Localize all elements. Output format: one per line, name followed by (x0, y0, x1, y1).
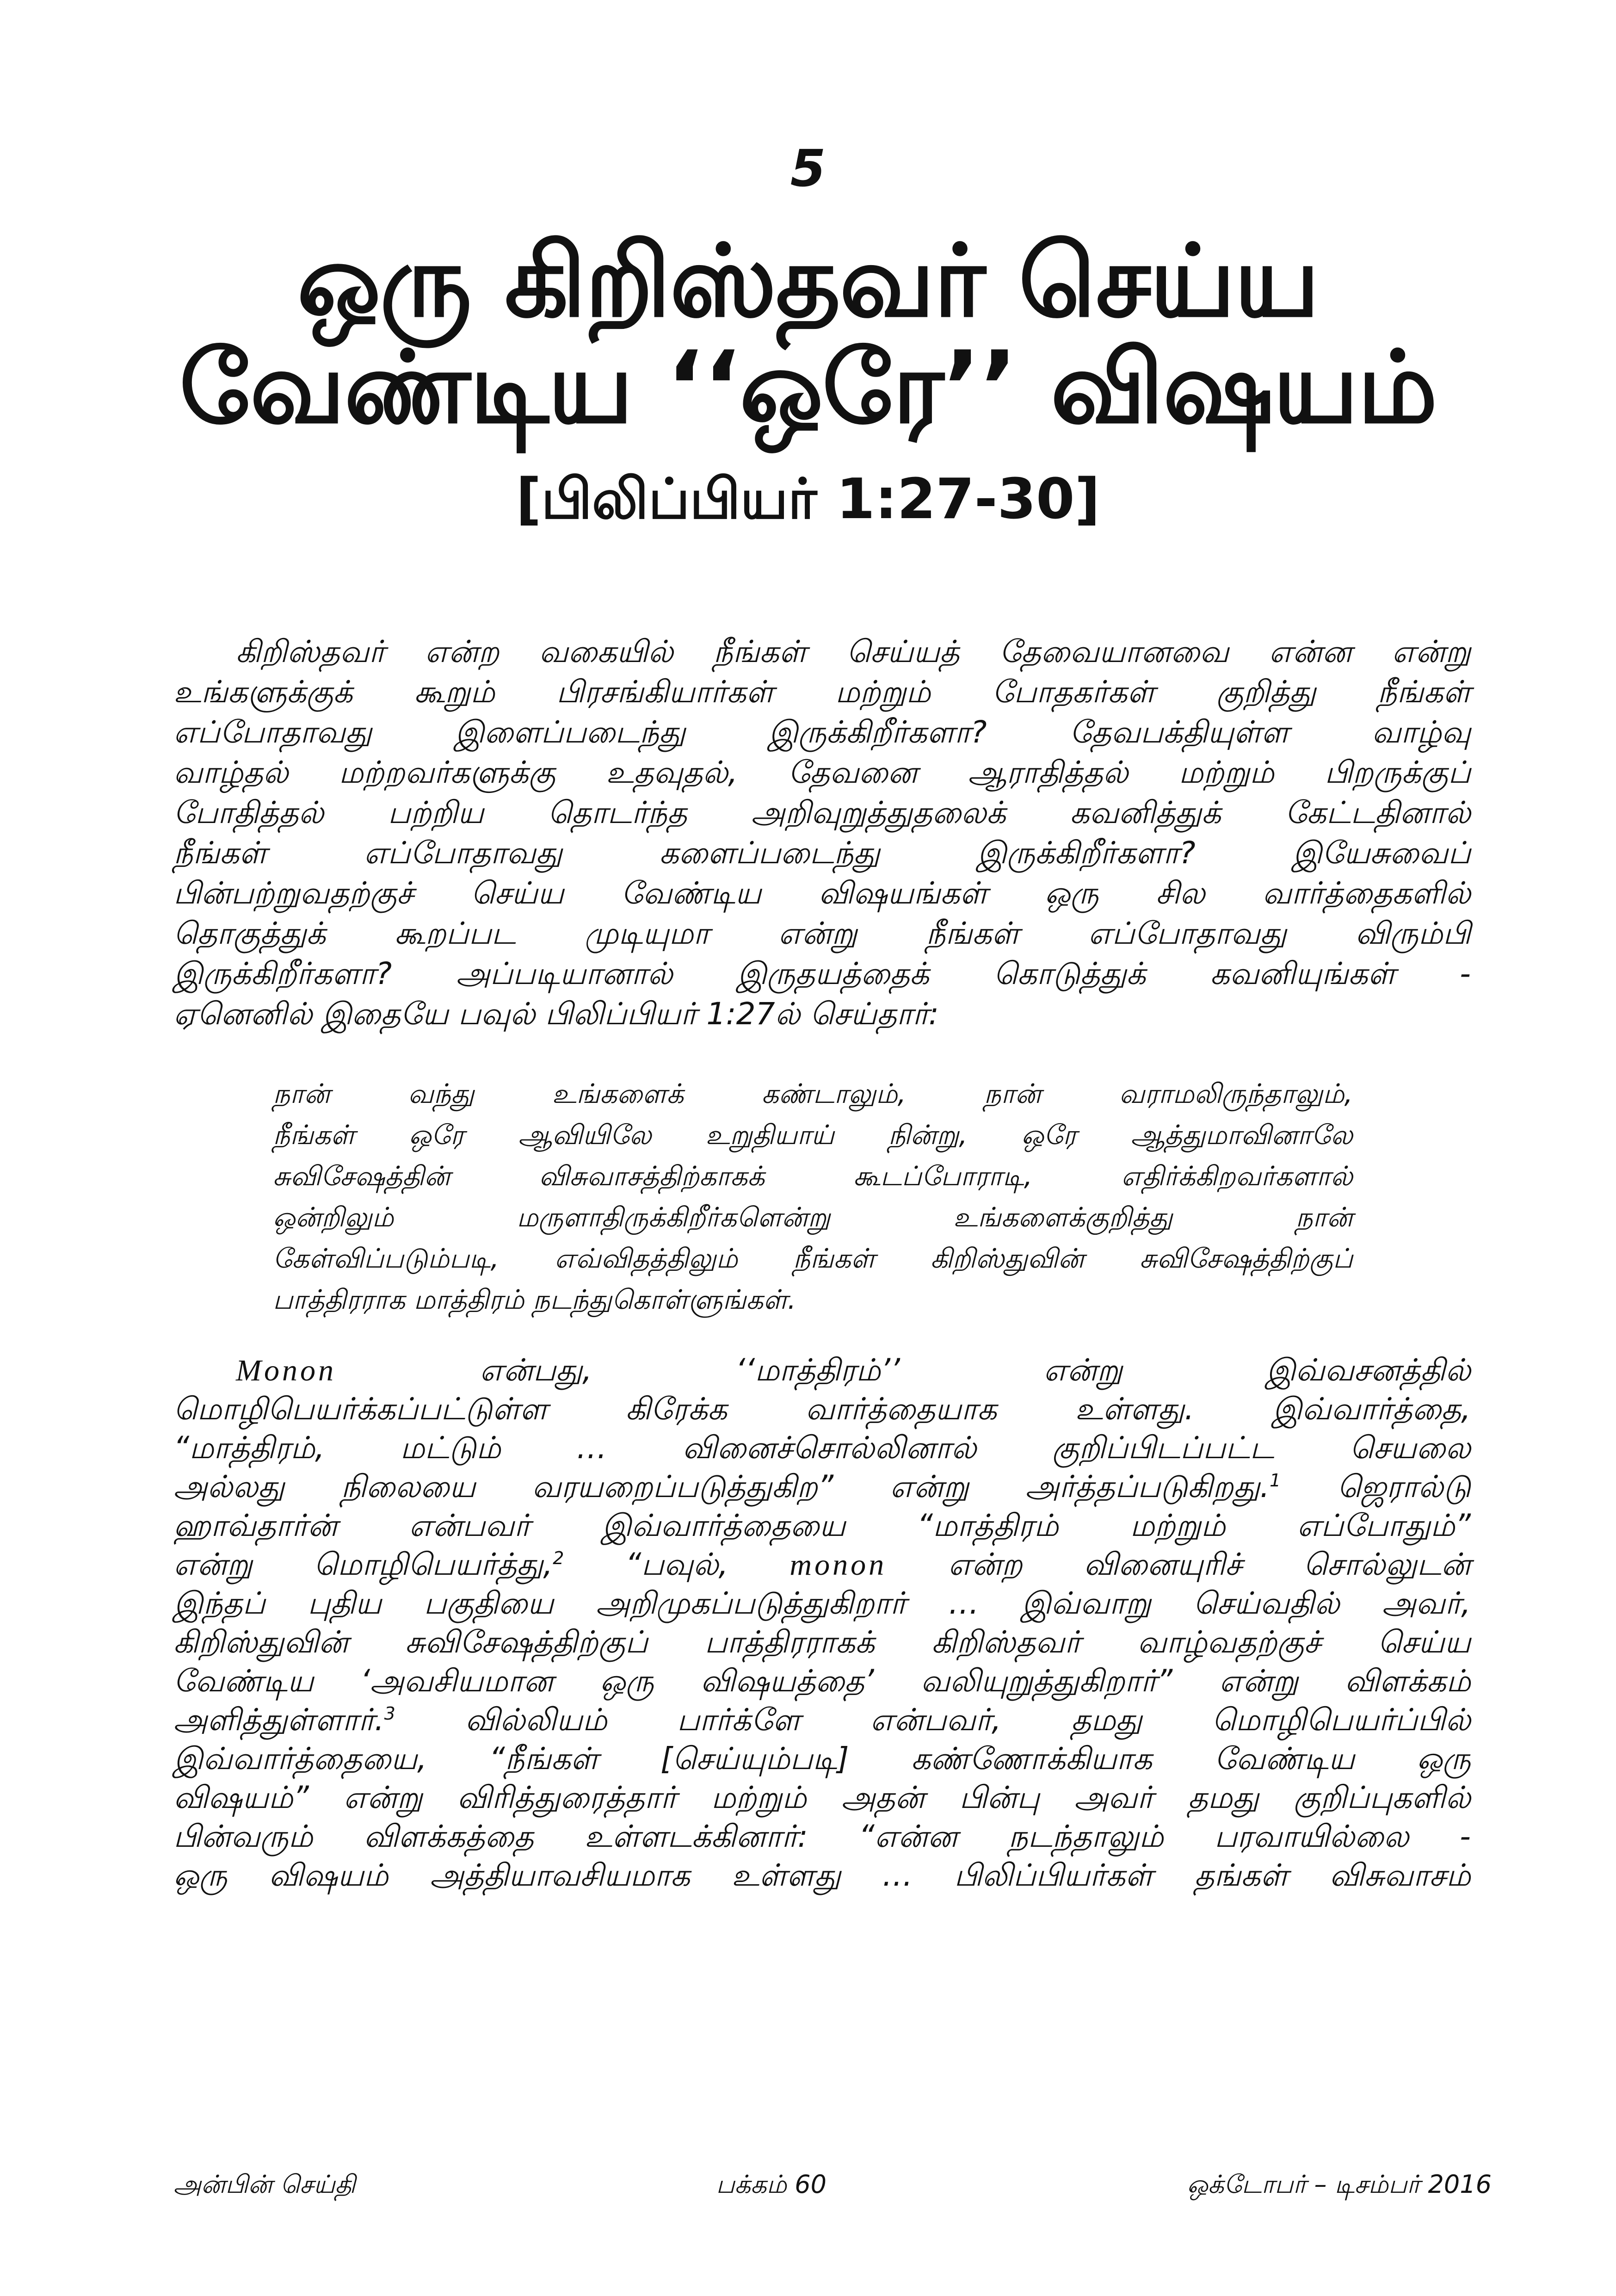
page-footer (173, 2170, 1492, 2203)
text-line (173, 752, 1471, 792)
chapter-title-line-1: ஒரு கிறிஸ்தவர் செய்ய (297, 223, 1319, 339)
text-line (173, 1662, 1471, 1701)
chapter-title-line-2: வேண்டிய ‘‘ஒரே’’ விஷயம் (179, 329, 1437, 446)
text-line (173, 1545, 1471, 1584)
text-segment: இந்தப் புதிய பகுதியை அறிமுகப்படுத்துகிறார் … இவ்வாறு செய்வதில் அவர், (173, 1585, 1471, 1621)
text-segment: தொகுத்துக் கூறப்பட முடியுமா என்று நீங்கள் எப்போதாவது விரும்பி (173, 916, 1471, 951)
footnote-marker: 2 (553, 1548, 564, 1568)
text-line (273, 1114, 1353, 1156)
text-segment: ஹாவ்தார்ன் என்பவர் இவ்வார்த்தையை “மாத்திரம் மற்றும் எப்போதும்” (173, 1508, 1471, 1543)
text-line (173, 1351, 1471, 1390)
text-segment: பின்பற்றுவதற்குச் செய்ய வேண்டிய விஷயங்கள் ஒரு சில வார்த்தைகளில் (173, 875, 1471, 911)
text-segment: மொழிபெயர்க்கப்பட்டுள்ள கிரேக்க வார்த்தையாக உள்ளது. இவ்வார்த்தை, (173, 1391, 1471, 1427)
text-line (173, 1778, 1471, 1817)
text-line (173, 1856, 1471, 1895)
text-segment: இவ்வார்த்தையை, “நீங்கள் [செய்யும்படி] கண்ணோக்கியாக வேண்டிய ஒரு (173, 1741, 1471, 1776)
footer-publication: அன்பின் செய்தி (173, 2170, 356, 2199)
text-segment: என்ற வினையுரிச் சொல்லுடன் (887, 1547, 1471, 1582)
text-segment: நீங்கள் எப்போதாவது களைப்படைந்து இருக்கிறீர்களா? இயேசுவைப் (173, 835, 1471, 871)
text-line (173, 953, 1471, 994)
block-quote (273, 1073, 1353, 1320)
text-line (173, 1739, 1471, 1778)
text-line (273, 1279, 1353, 1320)
text-segment: “மாத்திரம், மட்டும் … வினைச்சொல்லினால் குறிப்பிடப்பட்ட செயலை (173, 1430, 1471, 1466)
text-line (273, 1238, 1353, 1279)
text-segment: அல்லது நிலையை வரயறைப்படுத்துகிற” என்று அர்த்தப்படுகிறது. (173, 1469, 1270, 1504)
text-segment: விஷயம்” என்று விரித்துரைத்தார் மற்றும் அதன் பின்பு அவர் தமது குறிப்புகளில் (173, 1780, 1471, 1815)
text-line (173, 873, 1471, 913)
text-segment: ஜெரால்டு (1281, 1469, 1471, 1504)
text-segment: நான் வந்து உங்களைக் கண்டாலும், நான் வராமலிருந்தாலும், (273, 1078, 1353, 1109)
text-line (173, 913, 1471, 953)
text-line (173, 1506, 1471, 1545)
text-segment: போதித்தல் பற்றிய தொடர்ந்த அறிவுறுத்துதலைக் கவனித்துக் கேட்டதினால் (173, 795, 1471, 830)
text-segment: ஏனெனில் இதையே பவுல் பிலிப்பியர் 1:27ல் செய்தார்: (173, 996, 939, 1032)
text-line (173, 1623, 1471, 1662)
text-line (173, 631, 1471, 672)
text-segment: எப்போதாவது இளைப்படைந்து இருக்கிறீர்களா? தேவபக்தியுள்ள வாழ்வு (173, 714, 1471, 750)
text-line (173, 994, 1471, 1034)
text-line (173, 1467, 1471, 1506)
text-line (173, 1701, 1471, 1739)
text-line (173, 672, 1471, 712)
text-segment: இருக்கிறீர்களா? அப்படியானால் இருதயத்தைக் கொடுத்துக் கவனியுங்கள் - (173, 956, 1471, 991)
text-segment: கேள்விப்படும்படி, எவ்விதத்திலும் நீங்கள் கிறிஸ்துவின் சுவிசேஷத்திற்குப் (273, 1243, 1353, 1274)
text-segment: ஒன்றிலும் மருளாதிருக்கிறீர்களென்று உங்களைக்குறித்து நான் (273, 1201, 1353, 1233)
text-segment: என்பது, ‘‘மாத்திரம்’’ என்று இவ்வசனத்தில் (336, 1352, 1471, 1388)
text-segment: வேண்டிய ‘அவசியமான ஒரு விஷயத்தை’ வலியுறுத்துகிறார்” என்று விளக்கம் (173, 1663, 1471, 1699)
text-segment: கிறிஸ்தவர் என்ற வகையில் நீங்கள் செய்யத் தேவையானவை என்ன என்று (236, 634, 1471, 669)
paragraph-2 (173, 1351, 1471, 1895)
text-line (173, 1817, 1471, 1856)
text-segment: “பவுல், (564, 1547, 790, 1582)
text-segment: வில்லியம் பார்க்ளே என்பவர், தமது மொழிபெயர்ப்பில் (395, 1702, 1471, 1738)
text-line (173, 1584, 1471, 1623)
footer-page-number: பக்கம் 60 (716, 2170, 827, 2199)
footnote-marker: 3 (384, 1703, 395, 1724)
text-line (173, 1390, 1471, 1429)
text-line (173, 833, 1471, 873)
text-line (273, 1197, 1353, 1238)
text-line (273, 1156, 1353, 1197)
paragraph-1 (173, 631, 1471, 1034)
text-segment: அளித்துள்ளார். (173, 1702, 384, 1738)
text-segment: monon (789, 1548, 887, 1582)
text-segment: Monon (236, 1354, 336, 1387)
text-segment: சுவிசேஷத்தின் விசுவாசத்திற்காகக் கூடப்போராடி, எதிர்க்கிறவர்களால் (273, 1160, 1353, 1192)
scripture-reference: [பிலிப்பியர் 1:27-30] (516, 467, 1100, 532)
chapter-number: 5 (790, 139, 826, 198)
text-segment: பின்வரும் விளக்கத்தை உள்ளடக்கினார்: “என்ன நடந்தாலும் பரவாயில்லை - (173, 1819, 1471, 1854)
text-segment: நீங்கள் ஒரே ஆவியிலே உறுதியாய் நின்று, ஒரே ஆத்துமாவினாலே (273, 1119, 1353, 1151)
text-line (173, 1429, 1471, 1467)
text-segment: கிறிஸ்துவின் சுவிசேஷத்திற்குப் பாத்திரராகக் கிறிஸ்தவர் வாழ்வதற்குச் செய்ய (173, 1624, 1471, 1660)
text-line (173, 792, 1471, 833)
text-segment: என்று மொழிபெயர்த்து, (173, 1547, 553, 1582)
text-segment: பாத்திரராக மாத்திரம் நடந்துகொள்ளுங்கள். (273, 1284, 796, 1315)
text-segment: ஒரு விஷயம் அத்தியாவசியமாக உள்ளது … பிலிப்பியர்கள் தங்கள் விசுவாசம் (173, 1857, 1471, 1893)
text-line (273, 1073, 1353, 1114)
text-segment: வாழ்தல் மற்றவர்களுக்கு உதவுதல், தேவனை ஆராதித்தல் மற்றும் பிறருக்குப் (173, 755, 1471, 790)
footer-issue-date: ஒக்டோபர் – டிசம்பர் 2016 (1187, 2170, 1492, 2199)
footnote-marker: 1 (1270, 1470, 1281, 1491)
text-line (173, 712, 1471, 752)
text-segment: உங்களுக்குக் கூறும் பிரசங்கியார்கள் மற்றும் போதகர்கள் குறித்து நீங்கள் (173, 674, 1471, 710)
